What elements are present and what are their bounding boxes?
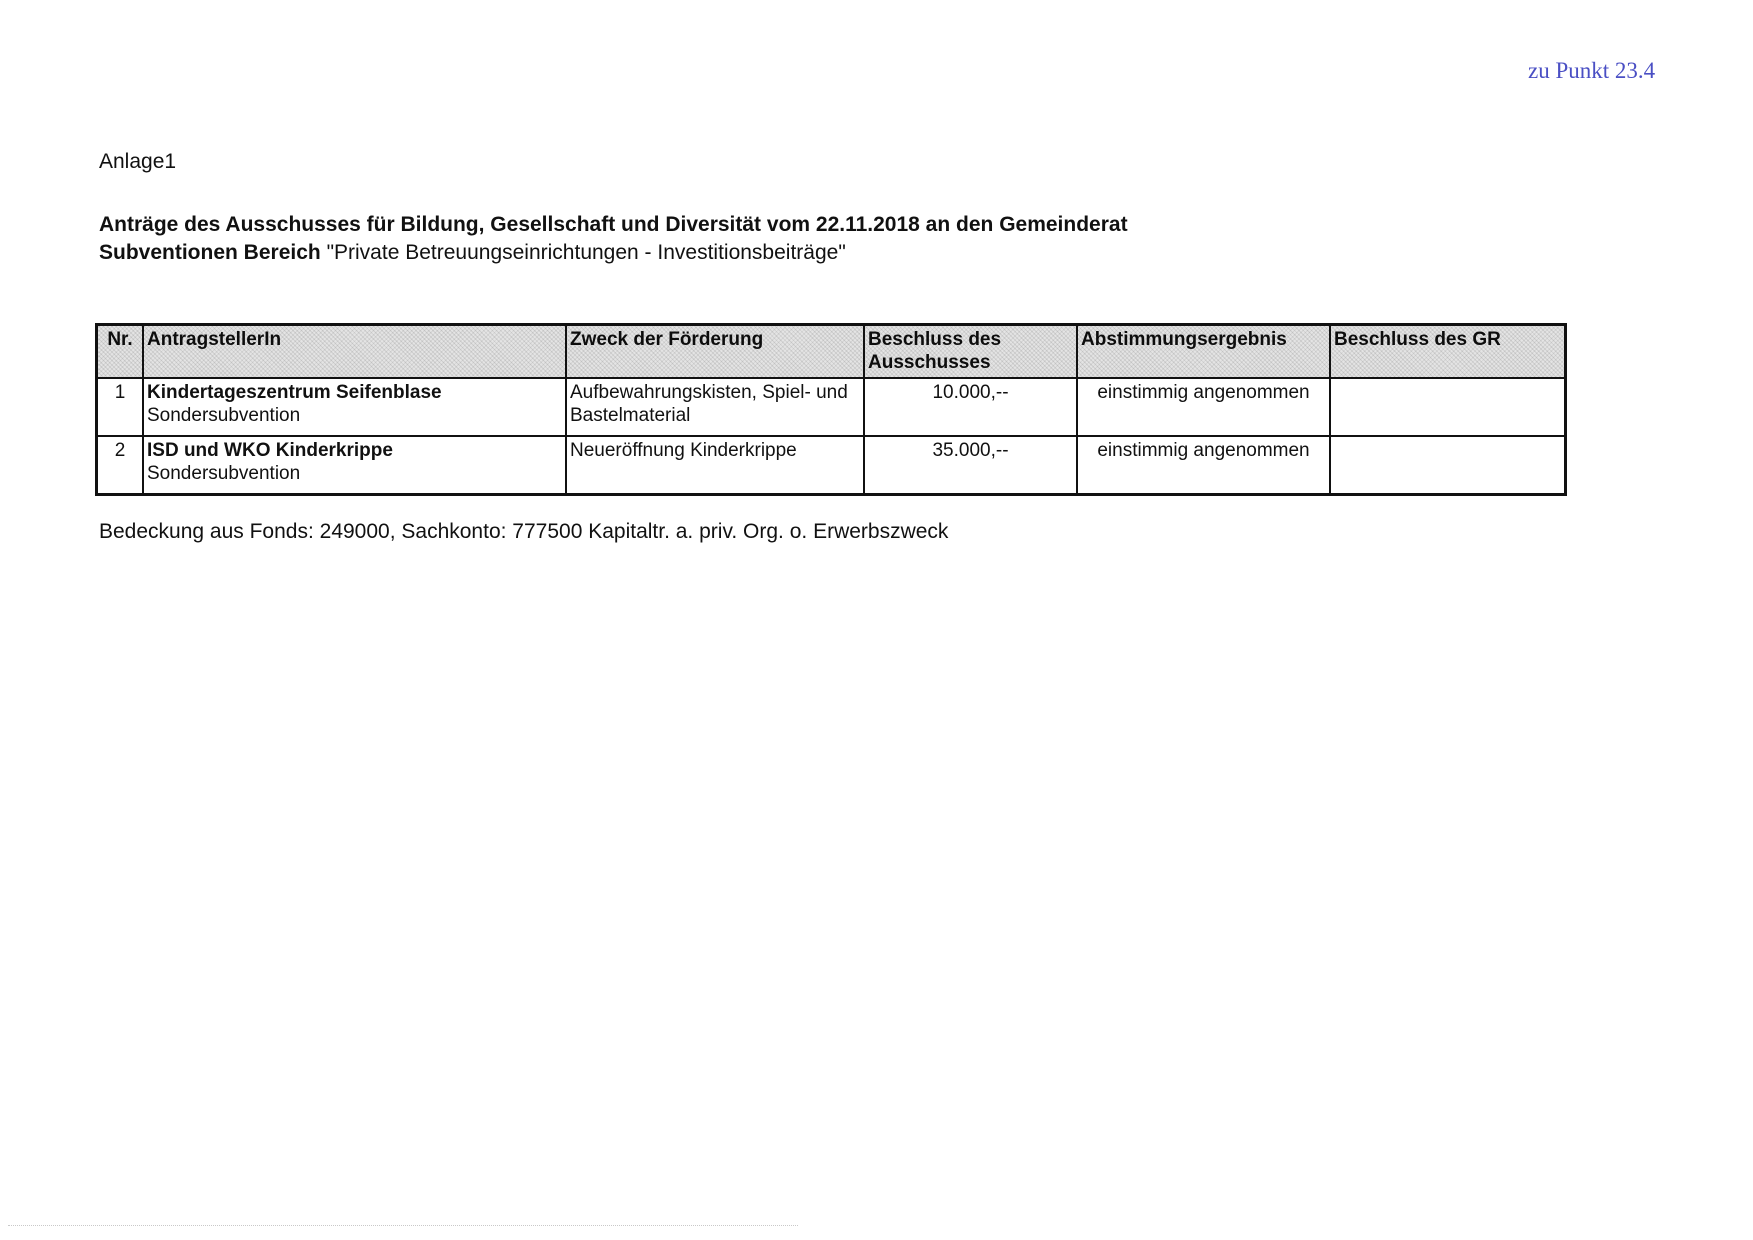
row-vote-result: einstimmig angenommen (1077, 436, 1330, 495)
row-council-decision (1330, 378, 1566, 436)
row-nr: 2 (97, 436, 144, 495)
agenda-stamp: zu Punkt 23.4 (1528, 58, 1656, 83)
header-committee-decision: Beschluss des Ausschusses (864, 325, 1077, 379)
table-header-row (97, 325, 1566, 379)
subsidy-type: Sondersubvention (147, 405, 301, 426)
row-vote-result: einstimmig angenommen (1077, 378, 1330, 436)
row-applicant-cell (143, 436, 566, 495)
scan-artifact-line (8, 1225, 798, 1226)
subheading-rest: "Private Betreuungseinrichtungen - Investitionsbeiträge" (326, 241, 846, 264)
applicant-name: Kindertageszentrum Seifenblase (147, 382, 442, 403)
header-purpose: Zweck der Förderung (566, 325, 864, 379)
document-subheading (99, 239, 846, 267)
header-nr: Nr. (97, 325, 144, 379)
header-applicant: AntragstellerIn (143, 325, 566, 379)
row-purpose: Aufbewahrungskisten, Spiel- und Bastelmaterial (566, 378, 864, 436)
attachment-label: Anlage1 (99, 150, 177, 173)
row-amount: 10.000,-- (864, 378, 1077, 436)
table-row (97, 436, 1566, 495)
row-council-decision (1330, 436, 1566, 495)
applicant-name: ISD und WKO Kinderkrippe (147, 440, 393, 461)
document-heading: Anträge des Ausschusses für Bildung, Gesellschaft und Diversität vom 22.11.2018 an den Gemeinderat (99, 213, 1128, 236)
row-applicant-cell (143, 378, 566, 436)
applications-table (95, 323, 1567, 496)
table-row (97, 378, 1566, 436)
header-council-decision: Beschluss des GR (1330, 325, 1566, 379)
row-amount: 35.000,-- (864, 436, 1077, 495)
row-purpose: Neueröffnung Kinderkrippe (566, 436, 864, 495)
row-nr: 1 (97, 378, 144, 436)
funding-note: Bedeckung aus Fonds: 249000, Sachkonto: 777500 Kapitaltr. a. priv. Org. o. Erwerbszweck (99, 520, 949, 543)
subsidy-type: Sondersubvention (147, 463, 301, 484)
subheading-bold: Subventionen Bereich (99, 241, 321, 264)
header-vote-result: Abstimmungsergebnis (1077, 325, 1330, 379)
